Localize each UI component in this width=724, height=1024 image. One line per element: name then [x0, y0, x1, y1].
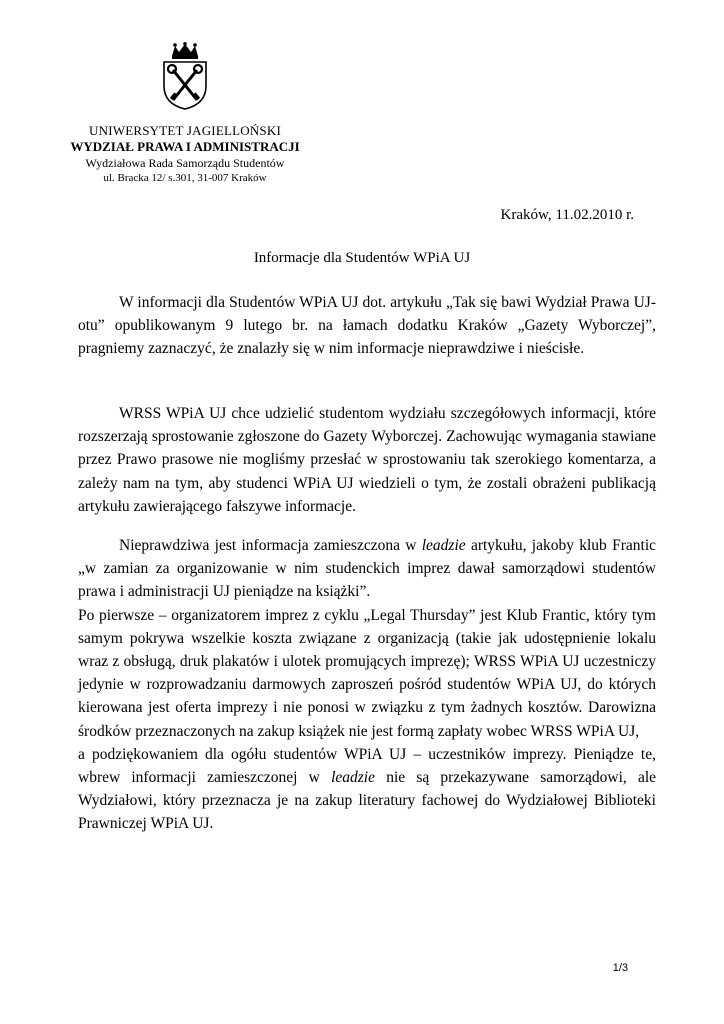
- paragraph-1-text: W informacji dla Studentów WPiA UJ dot. artykułu „Tak się bawi Wydział Prawa UJ-otu” opublikowanym 9 lutego br. na łamach dodatku Kraków „Gazety Wyborczej”, pragniemy zaznaczyć, że znalazły się w nim informacje nieprawdziwe i nieścisłe.: [78, 294, 656, 358]
- paragraph-3-text-b: artykułu, jakoby klub Frantic „w zamian za organizowanie w nim studenckich imprez dawał samorządowi studentów prawa i administracji UJ pieniądze na książki”.: [78, 537, 657, 601]
- paragraph-3-text-c: Po pierwsze – organizatorem imprez z cyklu „Legal Thursday” jest Klub Frantic, który tym samym pokrywa wszelkie koszta związane z organizacją (takie jak udostępnienie lokalu wraz z obsługą, druk plakatów i ulotek promujących imprezę); WRSS WPiA UJ uczestniczy jedynie w rozprowadzaniu darmowych zaproszeń pośród studentów WPiA UJ, do których kierowana jest oferta imprezy i nie ponosi w związku z tym żadnych kosztów. Darowizna środków przeznaczonych na zakup książek nie jest formą zapłaty wobec WRSS WPiA UJ,: [78, 606, 656, 740]
- lead-term-1: leadzie: [421, 537, 466, 554]
- paragraph-1: [78, 291, 656, 361]
- university-crest-icon: [162, 42, 208, 110]
- paragraph-2-text: WRSS WPiA UJ chce udzielić studentom wydziału szczegółowych informacji, które rozszerzają sprostowanie zgłoszone do Gazety Wyborczej. Zachowując wymagania stawiane przez Prawo prasowe nie mogliśmy przesłać w sprostowaniu tak szerokiego komentarza, a zależy nam na tym, aby studenci WPiA UJ wiedzieli o tym, że zostali obrażeni publikacją artykułu zawierającego fałszywe informacje.: [78, 405, 656, 515]
- university-name: UNIWERSYTET JAGIELLOŃSKI: [89, 123, 281, 138]
- paragraph-3-text-a: Nieprawdziwa jest informacja zamieszczona w: [119, 537, 417, 554]
- institution-address: ul. Bracka 12/ s.301, 31-007 Kraków: [103, 172, 267, 184]
- document-date: Kraków, 11.02.2010 r.: [500, 207, 634, 223]
- council-name: Wydziałowa Rada Samorządu Studentów: [85, 156, 285, 170]
- faculty-name: WYDZIAŁ PRAWA I ADMINISTRACJI: [70, 139, 300, 154]
- lead-term-2: leadzie: [331, 769, 375, 787]
- paragraph-3-text-d: a podziękowaniem dla ogółu studentów WPiA UJ – uczestników imprezy. Pieniądze te, wbrew informacji zamieszczonej w: [78, 745, 656, 787]
- paragraph-2: [78, 402, 656, 518]
- institution-header: [60, 123, 310, 186]
- paragraph-3-text-e: nie są przekazywane samorządowi, ale Wydziałowi, który przeznacza je na zakup literatury fachowej do Wydziałowej Biblioteki Prawniczej WPiA UJ.: [78, 769, 657, 833]
- paragraph-3: [78, 534, 656, 836]
- page-number: 1/3: [612, 962, 628, 974]
- document-title: Informacje dla Studentów WPiA UJ: [253, 250, 471, 266]
